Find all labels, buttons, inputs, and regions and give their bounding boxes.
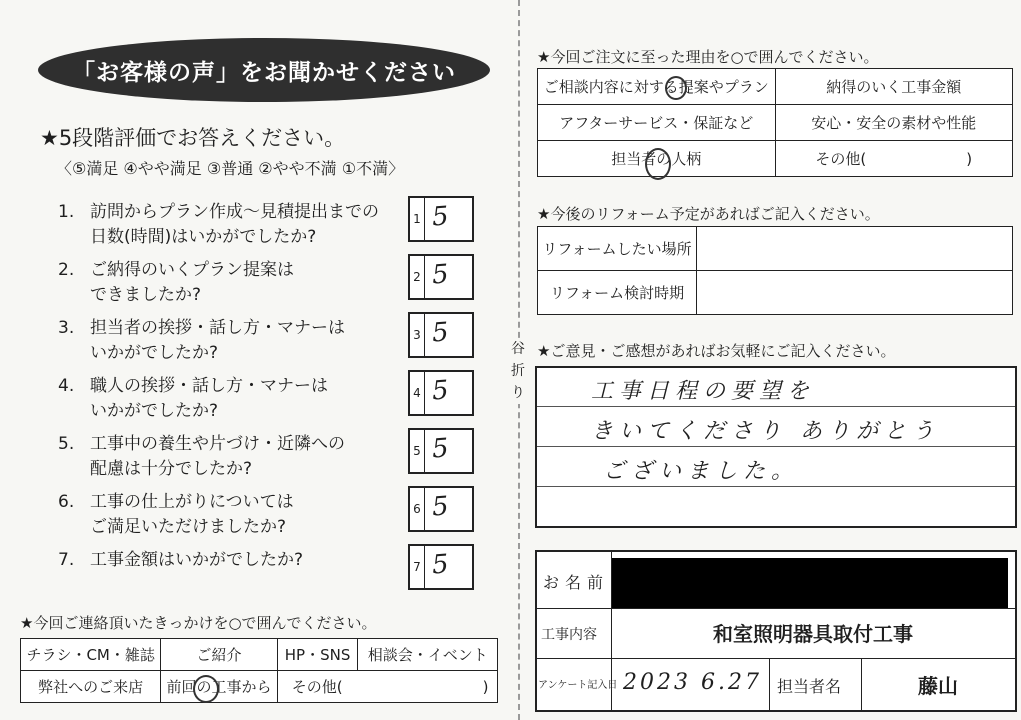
question-number: 4.: [58, 376, 75, 396]
question-text: 工事金額はいかがでしたか?: [90, 550, 304, 570]
question-item: [58, 432, 345, 479]
question-number: 6.: [58, 492, 75, 512]
question-number: 7.: [58, 550, 75, 570]
rating-box[interactable]: [408, 486, 474, 532]
question-number: 1.: [58, 202, 75, 222]
rating-heading: ★5段階評価でお答えください。: [40, 126, 346, 150]
question-text: 訪問からプラン作成～見積提出までの 日数(時間)はいかがでしたか?: [90, 202, 379, 247]
work-label: 工事内容: [541, 627, 597, 643]
redacted-name: [612, 558, 1008, 608]
reason-option: 納得のいく工事金額: [775, 69, 1013, 105]
contact-option: チラシ・CM・雑誌: [21, 639, 161, 671]
question-text: 工事中の養生や片づけ・近隣への 配慮は十分でしたか?: [90, 434, 345, 479]
hand-circle-mark: [645, 148, 671, 180]
opinion-text-line: ございました。: [603, 459, 800, 484]
future-place-field[interactable]: [697, 227, 1013, 271]
future-time-field[interactable]: [697, 271, 1013, 315]
rating-box[interactable]: [408, 196, 474, 242]
contact-option: HP・SNS: [277, 639, 358, 671]
question-text: 職人の挨拶・話し方・マナーは いかがでしたか?: [90, 376, 328, 421]
contact-table: [20, 638, 498, 703]
rating-index: 6: [410, 488, 425, 530]
reason-heading: ★今回ご注文に至った理由を○で囲んでください。: [537, 48, 879, 66]
hand-circle-mark: [193, 675, 219, 703]
question-text: ご納得のいくプラン提案は できましたか?: [90, 260, 294, 305]
staff-value: 藤山: [918, 674, 958, 698]
question-number: 3.: [58, 318, 75, 338]
name-label: お名前: [543, 573, 610, 592]
future-heading: ★今後のリフォーム予定があればご記入ください。: [537, 205, 880, 223]
reason-option-other: その他( ): [775, 141, 1013, 177]
reason-table: [537, 68, 1013, 177]
question-item: [58, 200, 379, 247]
rating-score: 5: [430, 259, 450, 291]
question-item: [58, 490, 294, 537]
contact-option: 前回の工事から: [161, 671, 277, 703]
rating-index: 4: [410, 372, 425, 414]
survey-title-banner: 「お客様の声」をお聞かせください: [38, 38, 490, 102]
rating-box[interactable]: [408, 254, 474, 300]
question-item: [58, 316, 345, 363]
future-place-label: リフォームしたい場所: [538, 227, 697, 271]
rating-box[interactable]: [408, 370, 474, 416]
rating-index: 7: [410, 546, 425, 588]
question-item: [58, 374, 328, 421]
rating-index: 1: [410, 198, 425, 240]
staff-label: 担当者名: [777, 677, 842, 696]
rating-score: 5: [430, 491, 450, 523]
date-label: アンケート記入日: [538, 680, 618, 691]
question-number: 5.: [58, 434, 75, 454]
rating-box[interactable]: [408, 544, 474, 590]
reason-option: 安心・安全の素材や性能: [775, 105, 1013, 141]
work-value: 和室照明器具取付工事: [713, 622, 913, 646]
rating-scale: 〈⑤満足 ④やや満足 ③普通 ②やや不満 ①不満〉: [56, 159, 405, 178]
ruled-line: [537, 406, 1015, 407]
question-item: [58, 258, 294, 305]
fold-label: 谷 折 り: [509, 338, 527, 404]
question-number: 2.: [58, 260, 75, 280]
date-value: 2023 6.27: [623, 670, 762, 695]
rating-index: 5: [410, 430, 425, 472]
rating-box[interactable]: [408, 312, 474, 358]
rating-score: 5: [430, 549, 450, 581]
reason-option: ご相談内容に対する提案やプラン: [538, 69, 776, 105]
ruled-line: [537, 486, 1015, 487]
rating-score: 5: [430, 317, 450, 349]
reason-option: 担当者の人柄: [538, 141, 776, 177]
opinion-text-line: きいてくださり ありがとう: [591, 419, 940, 444]
question-text: 工事の仕上がりについては ご満足いただけましたか?: [90, 492, 294, 537]
ruled-line: [537, 446, 1015, 447]
contact-heading: ★今回ご連絡頂いたきっかけを○で囲んでください。: [20, 614, 377, 632]
contact-option-other: その他( ): [277, 671, 497, 703]
rating-score: 5: [430, 433, 450, 465]
contact-option: 弊社へのご来店: [21, 671, 161, 703]
opinion-heading: ★ご意見・ご感想があればお気軽にご記入ください。: [537, 342, 896, 360]
contact-option: 相談会・イベント: [358, 639, 498, 671]
question-item: [58, 548, 304, 573]
future-table: [537, 226, 1013, 315]
opinion-box: [535, 366, 1017, 528]
rating-index: 2: [410, 256, 425, 298]
future-time-label: リフォーム検討時期: [538, 271, 697, 315]
rating-score: 5: [430, 375, 450, 407]
reason-option: アフターサービス・保証など: [538, 105, 776, 141]
rating-box[interactable]: [408, 428, 474, 474]
opinion-text-line: 工事日程の要望を: [591, 379, 816, 404]
contact-option: ご紹介: [161, 639, 277, 671]
question-text: 担当者の挨拶・話し方・マナーは いかがでしたか?: [90, 318, 345, 363]
rating-score: 5: [430, 201, 450, 233]
hand-circle-mark: [665, 76, 687, 100]
rating-index: 3: [410, 314, 425, 356]
